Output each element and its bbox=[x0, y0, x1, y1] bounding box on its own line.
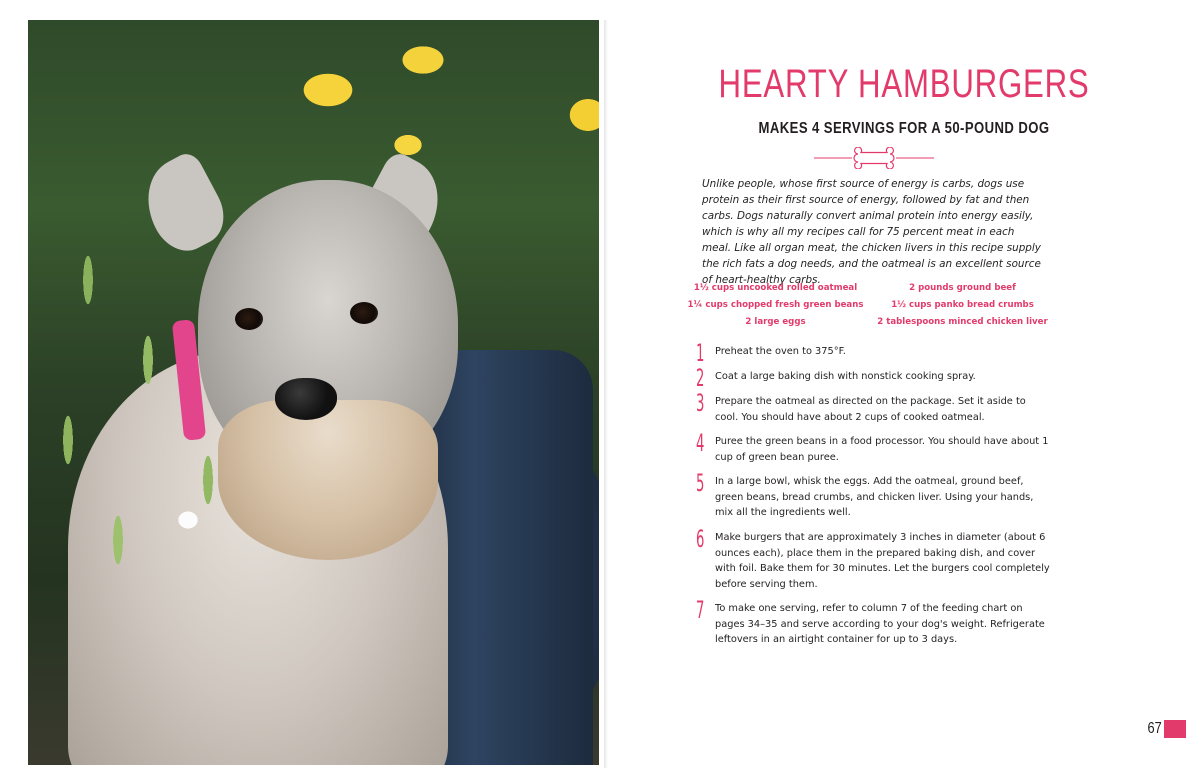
step-number: 1 bbox=[696, 339, 705, 367]
step-number: 3 bbox=[696, 389, 705, 417]
ingredient-item: 1¼ cups chopped fresh green beans bbox=[687, 300, 864, 310]
bone-icon bbox=[854, 147, 894, 169]
dog-nose bbox=[275, 378, 337, 420]
bone-divider bbox=[814, 147, 934, 169]
step-number: 7 bbox=[696, 596, 705, 624]
page-number: 67 bbox=[1147, 720, 1162, 737]
ingredient-item: 2 pounds ground beef bbox=[909, 283, 1016, 293]
step-number: 6 bbox=[696, 525, 705, 553]
schnauzer-photo bbox=[28, 20, 599, 765]
ingredient-item: 2 large eggs bbox=[745, 317, 806, 327]
ingredient-item: 1½ cups panko bread crumbs bbox=[891, 300, 1034, 310]
step-number: 2 bbox=[696, 364, 705, 392]
recipe-title: HEARTY HAMBURGERS bbox=[718, 62, 1090, 106]
step-text: In a large bowl, whisk the eggs. Add the oatmeal, ground beef, green beans, bread crumbs, and chicken liver. Using your hands, mix all the ingredients well. bbox=[715, 476, 1034, 518]
step-text: Coat a large baking dish with nonstick cooking spray. bbox=[715, 371, 976, 382]
ingredient-item: 1½ cups uncooked rolled oatmeal bbox=[693, 283, 858, 293]
step-text: Puree the green beans in a food processor. You should have about 1 cup of green bean puree. bbox=[715, 436, 1049, 463]
step-number: 5 bbox=[696, 469, 705, 497]
recipe-servings: MAKES 4 SERVINGS FOR A 50-POUND DOG bbox=[758, 120, 1050, 137]
step-text: To make one serving, refer to column 7 of the feeding chart on pages 34–35 and serve according to your dog's weight. Refrigerate leftovers in an airtight container for up to 3 days. bbox=[715, 603, 1045, 645]
ingredient-item: 2 tablespoons minced chicken liver bbox=[877, 317, 1048, 327]
recipe-page bbox=[608, 0, 1200, 768]
succulent-plant bbox=[28, 180, 278, 660]
ingredient-list bbox=[682, 281, 1056, 329]
step-number: 4 bbox=[696, 429, 705, 457]
step-text: Make burgers that are approximately 3 inches in diameter (about 6 ounces each), place them in the prepared baking dish, and cover with foil. Bake them for 30 minutes. Let the burgers cool completely before serving them. bbox=[715, 532, 1050, 590]
page-number-tab bbox=[1164, 720, 1186, 738]
dog-eye-right bbox=[350, 302, 378, 324]
step-text: Preheat the oven to 375°F. bbox=[715, 346, 846, 357]
recipe-intro: Unlike people, whose first source of energy is carbs, dogs use protein as their first source of energy, followed by fat and then carbs. Dogs naturally convert animal protein into energy easily, which is why all my recipes call for 75 percent meat in each meal. Like all organ meat, the chicken livers in this recipe supply the rich fats a dog needs, and the oatmeal is an excellent source of heart-healthy carbs. bbox=[702, 178, 1041, 286]
step-text: Prepare the oatmeal as directed on the package. Set it aside to cool. You should have about 2 cups of cooked oatmeal. bbox=[715, 396, 1026, 423]
